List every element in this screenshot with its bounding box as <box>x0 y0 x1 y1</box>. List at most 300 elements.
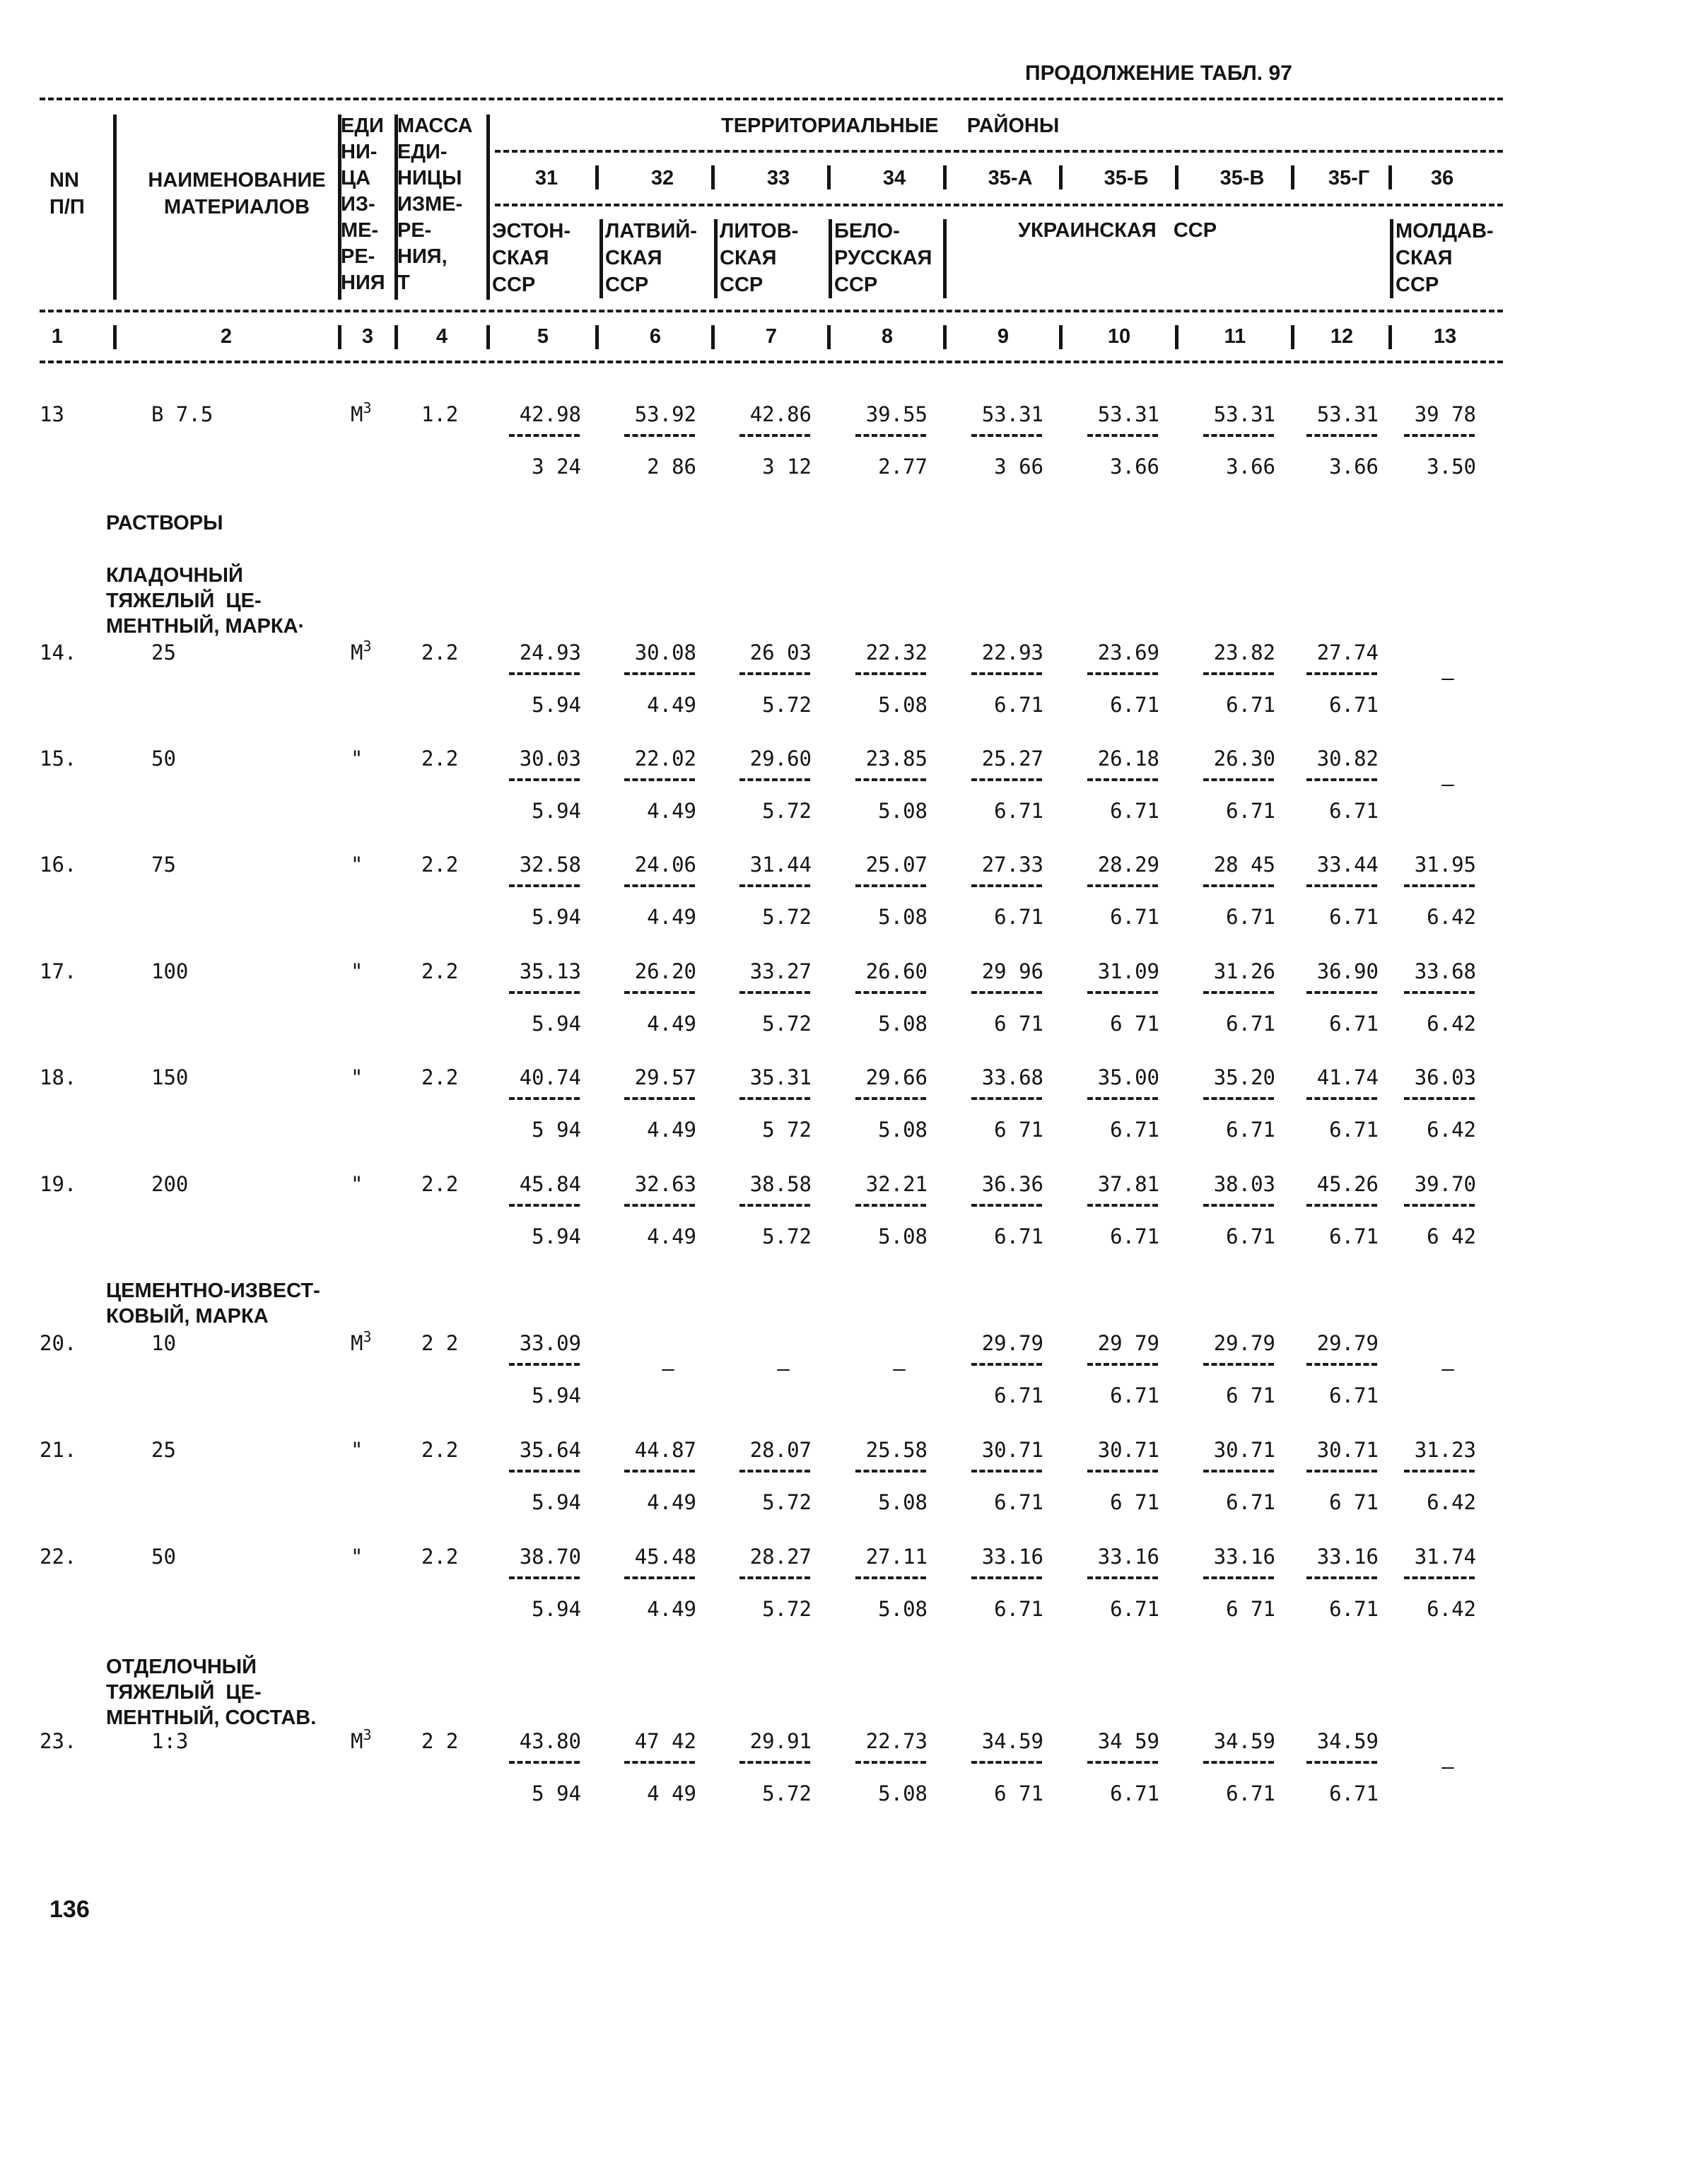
price-numerator: 29.79 <box>981 1331 1043 1355</box>
fraction-line <box>509 672 580 675</box>
row-number: 14. <box>40 640 77 665</box>
price-fraction <box>1068 1437 1159 1515</box>
price-numerator: 31.44 <box>749 853 812 877</box>
price-denominator: 6.71 <box>1329 1118 1379 1142</box>
price-denominator: 6.71 <box>1226 905 1275 929</box>
fraction-line <box>509 1204 580 1207</box>
fraction-line <box>1203 991 1274 994</box>
column-number: 12 <box>1330 325 1354 348</box>
unit-text: " <box>351 1065 363 1089</box>
price-fraction <box>1183 746 1275 824</box>
price-fraction <box>604 1544 696 1622</box>
price-fraction <box>720 1065 812 1142</box>
price-fraction <box>720 1544 812 1622</box>
price-numerator: 24.06 <box>634 853 696 877</box>
price-fraction <box>952 852 1043 930</box>
unit-text: М <box>351 402 363 426</box>
row-material-name: 1:3 <box>151 1729 189 1753</box>
fraction-line <box>1306 1576 1377 1579</box>
price-denominator: 5.08 <box>878 1490 928 1514</box>
price-denominator: 2 86 <box>647 455 696 479</box>
row-unit <box>351 1171 363 1197</box>
row-mass: 2.2 <box>421 1065 459 1089</box>
page-number: 136 <box>49 1896 90 1923</box>
row-material-name: 150 <box>151 1065 189 1089</box>
price-denominator: 3 66 <box>994 455 1043 479</box>
price-fraction <box>489 1330 581 1408</box>
price-denominator: 4.49 <box>647 693 696 717</box>
fraction-line <box>509 1363 580 1366</box>
row-unit <box>351 1728 372 1754</box>
regions-title-rule <box>495 150 1503 153</box>
price-numerator: 33.16 <box>981 1545 1043 1569</box>
price-numerator: 45.48 <box>634 1545 696 1569</box>
row-mass: 2.2 <box>421 1172 459 1196</box>
price-numerator: 43.80 <box>519 1729 581 1753</box>
fraction-line <box>1203 778 1274 781</box>
price-denominator: 6.71 <box>1226 1224 1275 1248</box>
price-numerator: 29.91 <box>749 1729 812 1753</box>
fraction-line <box>971 672 1042 675</box>
price-denominator: 6.42 <box>1427 1490 1476 1514</box>
number-row-separator <box>394 325 398 349</box>
unit-text: " <box>351 1172 363 1196</box>
column-number: 2 <box>220 325 233 348</box>
price-fraction <box>1384 1544 1476 1622</box>
price-denominator: 6.71 <box>1329 905 1379 929</box>
table-continuation-caption: ПРОДОЛЖЕНИЕ ТАБЛ. 97 <box>1025 62 1292 85</box>
fraction-line <box>1306 1761 1377 1764</box>
price-numerator: 26.20 <box>634 959 696 983</box>
fraction-line <box>1203 1470 1274 1473</box>
price-numerator: 38.70 <box>519 1545 581 1569</box>
price-denominator: 6.71 <box>1329 1224 1379 1248</box>
price-fraction <box>1183 1437 1275 1515</box>
price-fraction <box>604 1065 696 1142</box>
price-denominator: 6.71 <box>1110 1597 1159 1621</box>
column-number: 5 <box>537 325 549 348</box>
republic-separator <box>599 219 603 298</box>
number-row-separator <box>113 325 117 349</box>
price-numerator: 33.27 <box>749 959 812 983</box>
fraction-line <box>855 991 926 994</box>
price-fraction <box>836 1728 928 1806</box>
price-denominator: 6.71 <box>1329 693 1379 717</box>
column-number: 13 <box>1433 325 1457 348</box>
fraction-line <box>855 1761 926 1764</box>
price-denominator: 6 71 <box>994 1781 1043 1805</box>
price-numerator: 53.31 <box>1213 402 1275 426</box>
row-mass: 2.2 <box>421 853 459 877</box>
republic-separator <box>486 219 490 298</box>
region-code: 32 <box>650 167 674 189</box>
price-fraction <box>720 1728 812 1806</box>
price-fraction <box>720 402 812 479</box>
section-heading-cement-lime: ЦЕМЕНТНО-ИЗВЕСТ- КОВЫЙ, МАРКА <box>106 1280 320 1328</box>
price-denominator: 6.71 <box>1329 1781 1379 1805</box>
price-denominator: 4.49 <box>647 1118 696 1142</box>
price-fraction <box>604 1437 696 1515</box>
price-numerator: 33.16 <box>1316 1545 1379 1569</box>
fraction-line <box>624 672 695 675</box>
price-fraction <box>489 1437 581 1515</box>
price-fraction <box>489 1171 581 1249</box>
price-numerator: 31.95 <box>1414 853 1476 877</box>
row-unit <box>351 852 363 877</box>
unit-superscript: 3 <box>363 638 372 655</box>
price-fraction <box>489 402 581 479</box>
row-mass: 2 2 <box>421 1729 459 1753</box>
region-code-separator <box>943 165 947 189</box>
price-numerator: 25.27 <box>981 747 1043 771</box>
price-numerator: 29.79 <box>1316 1331 1379 1355</box>
price-denominator: 6.71 <box>1110 1118 1159 1142</box>
region-code-separator <box>827 165 831 189</box>
unit-text: " <box>351 959 363 983</box>
price-denominator: 6.71 <box>994 1597 1043 1621</box>
fraction-line <box>1404 1576 1475 1579</box>
fraction-line <box>1306 1470 1377 1473</box>
unit-superscript: 3 <box>363 1328 372 1345</box>
price-numerator: 36.90 <box>1316 959 1379 983</box>
fraction-line <box>971 884 1042 887</box>
price-numerator: 23.85 <box>865 747 928 771</box>
price-denominator: 5.08 <box>878 1224 928 1248</box>
price-denominator: 6.71 <box>1329 799 1379 823</box>
row-material-name: 200 <box>151 1172 189 1196</box>
unit-superscript: 3 <box>363 1726 372 1743</box>
row-unit <box>351 399 372 427</box>
price-numerator: 31.26 <box>1213 959 1275 983</box>
region-code: 35-Б <box>1104 167 1149 189</box>
price-denominator: 6.71 <box>994 693 1043 717</box>
row-mass: 2.2 <box>421 1545 459 1569</box>
price-denominator: 5.72 <box>762 1781 812 1805</box>
unit-text: М <box>351 640 363 665</box>
row-number: 13 <box>40 402 64 426</box>
price-numerator: 26.18 <box>1097 747 1159 771</box>
price-numerator: 22.93 <box>981 640 1043 665</box>
price-denominator: 6.71 <box>994 1490 1043 1514</box>
price-denominator: 6 71 <box>1329 1490 1379 1514</box>
price-numerator: 33.16 <box>1213 1545 1275 1569</box>
price-numerator: 34 59 <box>1097 1729 1159 1753</box>
header-bottom-rule <box>40 310 1503 312</box>
fraction-line <box>624 1097 695 1100</box>
price-numerator: 28 45 <box>1213 853 1275 877</box>
price-denominator: 6 71 <box>1110 1490 1159 1514</box>
price-denominator: 6.71 <box>1110 1383 1159 1407</box>
price-denominator: 5.72 <box>762 693 812 717</box>
region-code: 35-В <box>1219 167 1265 189</box>
price-denominator: 6.42 <box>1427 1597 1476 1621</box>
fraction-line <box>1203 884 1274 887</box>
price-denominator: 6.71 <box>994 799 1043 823</box>
price-denominator: 5.72 <box>762 1597 812 1621</box>
fraction-line <box>1087 672 1158 675</box>
price-fraction <box>1287 852 1379 930</box>
price-denominator: 5.08 <box>878 1118 928 1142</box>
price-numerator: 36.36 <box>981 1172 1043 1196</box>
price-denominator: 5.08 <box>878 1597 928 1621</box>
price-denominator: 5.94 <box>532 1012 581 1036</box>
price-denominator: 4.49 <box>647 1490 696 1514</box>
price-fraction <box>489 852 581 930</box>
price-fraction <box>720 746 812 824</box>
price-fraction <box>604 640 696 718</box>
price-fraction <box>604 1171 696 1249</box>
price-denominator: 3.66 <box>1329 455 1379 479</box>
fraction-line <box>1404 991 1475 994</box>
fraction-line <box>739 1761 810 1764</box>
price-fraction <box>836 1544 928 1622</box>
republic-separator <box>714 219 718 298</box>
row-unit <box>351 1330 372 1356</box>
fraction-line <box>1087 778 1158 781</box>
number-row-separator <box>711 325 715 349</box>
price-fraction <box>720 959 812 1036</box>
price-numerator: 31.23 <box>1414 1438 1476 1462</box>
header-regions-title: ТЕРРИТОРИАЛЬНЫЕ РАЙОНЫ <box>721 115 1060 137</box>
fraction-line <box>1404 1097 1475 1100</box>
column-number: 7 <box>765 325 778 348</box>
republic-lithuania: ЛИТОВ- СКАЯ ССР <box>720 220 799 296</box>
fraction-line <box>509 1097 580 1100</box>
fraction-line <box>509 1761 580 1764</box>
fraction-line <box>509 778 580 781</box>
region-code: 33 <box>766 167 790 189</box>
fraction-line <box>739 991 810 994</box>
fraction-line <box>971 778 1042 781</box>
fraction-line <box>739 778 810 781</box>
price-numerator: 29.79 <box>1213 1331 1275 1355</box>
price-denominator: 6.71 <box>1110 1224 1159 1248</box>
republic-latvia: ЛАТВИЙ- СКАЯ ССР <box>605 220 697 296</box>
price-fraction <box>952 1065 1043 1142</box>
price-denominator: 5 94 <box>532 1781 581 1805</box>
price-denominator: 5.94 <box>532 693 581 717</box>
price-fraction <box>952 1171 1043 1249</box>
price-denominator: 6 42 <box>1427 1224 1476 1248</box>
column-number: 3 <box>361 325 374 348</box>
price-denominator: 3 12 <box>762 455 812 479</box>
republic-separator <box>829 219 832 298</box>
price-numerator: 30.71 <box>981 1438 1043 1462</box>
number-row-separator <box>486 325 490 349</box>
price-numerator: 29 96 <box>981 959 1043 983</box>
price-denominator: 3.66 <box>1110 455 1159 479</box>
unit-text: " <box>351 747 363 771</box>
price-fraction <box>836 1065 928 1142</box>
price-denominator: 6.71 <box>1110 905 1159 929</box>
republic-moldova: МОЛДАВ- СКАЯ ССР <box>1396 220 1494 296</box>
price-fraction <box>1183 1171 1275 1249</box>
fraction-line <box>1087 991 1158 994</box>
price-denominator: 6.71 <box>1226 1012 1275 1036</box>
republic-belarus: БЕЛО- РУССКАЯ ССР <box>834 220 932 296</box>
row-unit <box>351 959 363 984</box>
price-denominator: 6 71 <box>1226 1383 1275 1407</box>
fraction-line <box>1087 884 1158 887</box>
number-row-separator <box>1059 325 1063 349</box>
price-fraction <box>1183 402 1275 479</box>
price-numerator: 26.60 <box>865 959 928 983</box>
fraction-line <box>971 1097 1042 1100</box>
fraction-line <box>971 434 1042 437</box>
fraction-line <box>855 672 926 675</box>
price-denominator: 4.49 <box>647 799 696 823</box>
row-material-name: 50 <box>151 747 176 771</box>
price-numerator: 30.71 <box>1213 1438 1275 1462</box>
row-mass: 2.2 <box>421 959 459 983</box>
price-numerator: 28.29 <box>1097 853 1159 877</box>
region-code: 35-А <box>988 167 1033 189</box>
price-denominator: 6.71 <box>1226 1781 1275 1805</box>
price-denominator: 6.71 <box>1110 799 1159 823</box>
fraction-line <box>624 991 695 994</box>
price-fraction <box>1287 1330 1379 1408</box>
row-number: 22. <box>40 1545 77 1569</box>
region-code: 35-Г <box>1328 167 1370 189</box>
price-numerator: 22.02 <box>634 747 696 771</box>
price-fraction <box>1068 1065 1159 1142</box>
fraction-line <box>1203 1363 1274 1366</box>
price-denominator: 5.94 <box>532 1383 581 1407</box>
price-fraction <box>1183 1330 1275 1408</box>
price-numerator: 32.63 <box>634 1172 696 1196</box>
price-fraction <box>1068 1728 1159 1806</box>
price-numerator: 38.58 <box>749 1172 812 1196</box>
price-fraction <box>952 959 1043 1036</box>
fraction-line <box>1404 1470 1475 1473</box>
price-numerator: 28.27 <box>749 1545 812 1569</box>
price-numerator: 29.57 <box>634 1065 696 1089</box>
price-fraction <box>1287 1065 1379 1142</box>
region-codes-rule <box>495 204 1503 206</box>
fraction-line <box>971 1761 1042 1764</box>
fraction-line <box>971 1204 1042 1207</box>
price-denominator: 5.08 <box>878 693 928 717</box>
price-denominator: 5.94 <box>532 1597 581 1621</box>
price-numerator: 33.09 <box>519 1331 581 1355</box>
price-denominator: 5.72 <box>762 1012 812 1036</box>
number-row-separator <box>595 325 599 349</box>
price-denominator: 5.08 <box>878 799 928 823</box>
price-numerator: 30.08 <box>634 640 696 665</box>
price-numerator: 35.64 <box>519 1438 581 1462</box>
header-unit: ЕДИ НИ- ЦА ИЗ- МЕ- РЕ- НИЯ <box>341 115 385 294</box>
price-denominator: 5.94 <box>532 905 581 929</box>
row-unit <box>351 746 363 771</box>
number-row-separator <box>338 325 341 349</box>
price-numerator: 47 42 <box>634 1729 696 1753</box>
price-denominator: 6.42 <box>1427 905 1476 929</box>
price-fraction <box>952 1544 1043 1622</box>
empty-value-dash: – <box>1441 666 1454 690</box>
price-denominator: 6.71 <box>994 1383 1043 1407</box>
price-denominator: 3.50 <box>1427 455 1476 479</box>
column-number: 4 <box>435 325 448 348</box>
number-row-separator <box>1291 325 1294 349</box>
price-numerator: 24.93 <box>519 640 581 665</box>
price-numerator: 42.98 <box>519 402 581 426</box>
price-fraction <box>1287 402 1379 479</box>
row-number: 23. <box>40 1729 77 1753</box>
price-fraction <box>1068 852 1159 930</box>
column-number: 6 <box>649 325 662 348</box>
fraction-line <box>1306 1204 1377 1207</box>
price-numerator: 25.58 <box>865 1438 928 1462</box>
region-code-separator <box>1059 165 1063 189</box>
number-row-separator <box>1175 325 1178 349</box>
row-mass: 2.2 <box>421 747 459 771</box>
price-fraction <box>1068 959 1159 1036</box>
row-unit <box>351 1437 363 1463</box>
price-fraction <box>489 1728 581 1806</box>
price-numerator: 23.69 <box>1097 640 1159 665</box>
price-fraction <box>489 959 581 1036</box>
fraction-line <box>855 884 926 887</box>
fraction-line <box>739 1204 810 1207</box>
empty-value-dash: – <box>777 1357 790 1381</box>
section-heading-finishing: ОТДЕЛОЧНЫЙ ТЯЖЕЛЫЙ ЦЕ- МЕНТНЫЙ, СОСТАВ. <box>106 1656 317 1729</box>
fraction-line <box>624 1761 695 1764</box>
fraction-line <box>1203 1097 1274 1100</box>
row-unit <box>351 640 372 665</box>
price-numerator: 37.81 <box>1097 1172 1159 1196</box>
row-number: 21. <box>40 1438 77 1462</box>
price-denominator: 6.71 <box>994 1224 1043 1248</box>
row-mass: 2.2 <box>421 1438 459 1462</box>
region-code-separator <box>595 165 599 189</box>
fraction-line <box>971 1470 1042 1473</box>
fraction-line <box>1404 434 1475 437</box>
price-fraction <box>1183 640 1275 718</box>
price-numerator: 31.74 <box>1414 1545 1476 1569</box>
price-numerator: 41.74 <box>1316 1065 1379 1089</box>
price-numerator: 30.71 <box>1097 1438 1159 1462</box>
price-fraction <box>720 1171 812 1249</box>
price-denominator: 6.71 <box>1329 1383 1379 1407</box>
empty-value-dash: – <box>1441 772 1454 796</box>
price-fraction <box>604 959 696 1036</box>
fraction-line <box>509 1470 580 1473</box>
price-denominator: 5.72 <box>762 1490 812 1514</box>
price-numerator: 27.33 <box>981 853 1043 877</box>
row-material-name: 75 <box>151 853 176 877</box>
price-numerator: 45.26 <box>1316 1172 1379 1196</box>
price-fraction <box>1287 746 1379 824</box>
price-denominator: 5.94 <box>532 1224 581 1248</box>
fraction-line <box>855 434 926 437</box>
fraction-line <box>739 1576 810 1579</box>
section-heading-masonry: КЛАДОЧНЫЙ ТЯЖЕЛЫЙ ЦЕ- МЕНТНЫЙ, МАРКА· <box>106 564 305 638</box>
price-numerator: 53.31 <box>1316 402 1379 426</box>
fraction-line <box>624 1204 695 1207</box>
column-number: 1 <box>51 325 64 348</box>
price-numerator: 30.71 <box>1316 1438 1379 1462</box>
price-denominator: 3.66 <box>1226 455 1275 479</box>
price-denominator: 5 94 <box>532 1118 581 1142</box>
fraction-line <box>1306 884 1377 887</box>
price-denominator: 6.42 <box>1427 1118 1476 1142</box>
row-unit <box>351 1065 363 1090</box>
price-numerator: 45.84 <box>519 1172 581 1196</box>
column-number: 9 <box>997 325 1010 348</box>
unit-text: М <box>351 1331 363 1355</box>
price-denominator: 4 49 <box>647 1781 696 1805</box>
fraction-line <box>624 884 695 887</box>
